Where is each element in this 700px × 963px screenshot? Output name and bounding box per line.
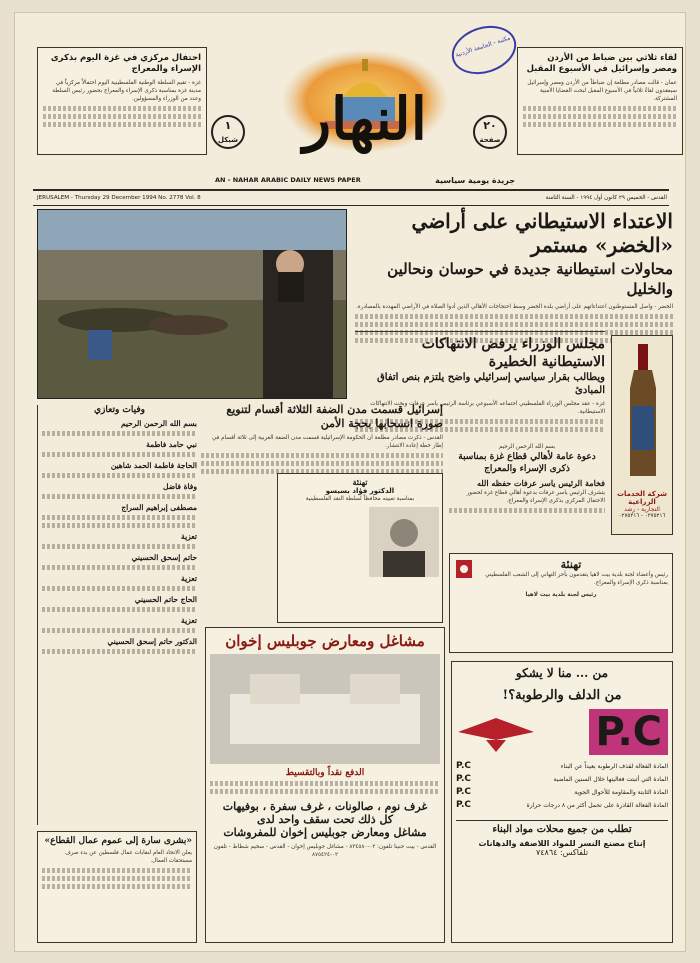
pc-top: من ... منا لا يشكو [515,666,609,680]
furniture-headline: مشاغل ومعارض جوبليس إخوان [225,632,425,650]
pc-point: المادة الفعالة القادرة على تحمل أكثر من ٨ درجات حرارة [526,801,668,809]
invitation-subhead: فخامة الرئيس ياسر عرفات حفظه الله [476,478,605,488]
main-story-body: الخضر - واصل المستوطنون اعتداءاتهم على أراضي بلدة الخضر وسط احتجاجات الأهالي الذين أدوا الصلاة في الأراضي المهددة بالمصادرة. [356,304,673,310]
greeting-title: تهنئة [560,558,582,571]
workers-body: يعلن الاتحاد العام لنقابات عمال فلسطين عن بدء صرف مستحقات العمال. [64,850,192,864]
workers-headline: «بشرى سارة إلى عموم عمال القطاع» [44,836,192,846]
newspaper-page [14,12,686,952]
masthead-title: النهار [303,85,427,153]
portrait-photo-icon [369,507,439,577]
pc-point: المادة الثابتة والمقاومة للأحوال الجوية [574,788,668,796]
obituary-item: وفاة فاضل [163,482,197,491]
furniture-offer-3: مشاغل ومعارض جوبليس إخوان للمفروشات [223,826,427,839]
main-headline-2: محاولات استيطانية جديدة في حوسان ونحالين والخليل [387,260,673,298]
obituary-item: الحاج حاتم الحسيني [134,595,197,604]
obituary-item: تعزية [181,532,197,541]
dateline-row [37,192,667,204]
dateline-top-rule [33,189,669,191]
wine-phone: ٠٢٧٥٢١٦ - ٠٢٧٥٢١٦ [618,513,666,519]
subtitle-en: AN - NAHAR ARABIC DAILY NEWS PAPER [215,176,361,184]
obituary-item: تعزية [181,616,197,625]
pc-footer: تطلب من جميع محلات مواد البناء [456,820,668,835]
main-photo [37,209,347,399]
obituary-item: مصطفى إبراهيم السراج [121,503,197,512]
invitation-bismillah: بسم الله الرحمن الرحيم [498,444,556,450]
eagle-logo-icon [456,710,536,754]
municipality-emblem-icon [454,558,474,580]
dateline-ar: القدس - الخميس ٢٩ كانون أول ١٩٩٤ - السنة الثامنة [545,195,667,201]
obituary-item: الحاجة فاطمة الحمد شاهين [110,461,197,470]
cabinet-headline-1: مجلس الوزراء يرفض الانتهاكات الاستيطانية الخطيرة [421,336,605,370]
top-right-news-box [517,47,683,155]
pc-point: المادة الفعالة لقذف الرطوبة بعيداً عن البناء [560,762,668,770]
furniture-offer: غرف نوم ، صالونات ، غرف سفرة ، بوفيهات [222,800,428,813]
appointment-title: تهنئة [352,477,368,487]
wine-ad [611,335,673,535]
invitation-story [449,443,605,563]
wine-bottle-icon [612,336,673,486]
top-left-news-box [37,47,207,155]
greeting-signature: رئيس لجنة بلدية بيت لاهيا [525,592,597,598]
dateline-en: JERUSALEM - Thursday 29 December 1994 No. 2778 Vol. 8 [37,195,201,201]
top-right-body: عمان - قالت مصادر مطلعة إن ضباطاً من الأردن ومصر وإسرائيل سيعقدون لقاءً ثلاثياً في الأسبوع المقبل لبحث القضايا الأمنية المشتركة. [527,80,677,102]
obituary-list [42,419,197,654]
subtitle-ar: جريدة يومية سياسية [435,175,515,185]
pc-point-badge: P.C [456,800,471,810]
obituaries-title: وفيات وتعازي [93,405,146,415]
dateline-bottom-rule [33,205,669,206]
price-unit: صفحة [479,136,501,144]
israel-headline: إسرائيل قسمت مدن الضفة الثلاثة أقسام لتنويع صورة انسحابها بحجة الأمن [226,403,443,430]
stamp-text: مكتبة - الجامعة الأردنية [454,34,512,59]
pc-ad [451,661,673,943]
price-badge-shekel [211,115,245,149]
main-headline-1: الاعتداء الاستيطاني على أراضي «الخضر» مستمر [411,209,673,257]
price-label: شيكل [217,136,239,144]
pc-question: من الدلف والرطوبة؟! [502,688,622,703]
top-left-body: غزة - تقيم السلطة الوطنية الفلسطينية اليوم احتفالاً مركزياً في مدينة غزة بمناسبة ذكرى الإسراء والمعراج بحضور رئيس السلطة وعدد من الوزراء والمسؤولين. [52,80,201,102]
cabinet-body: غزة - عقد مجلس الوزراء الفلسطيني اجتماعه الأسبوعي برئاسة الرئيس ياسر عرفات وبحث الانتهاكات الاستيطانية. [370,401,605,415]
top-right-headline: لقاء ثلاثي بين ضباط من الأردن ومصر وإسرائيل في الأسبوع المقبل [526,53,677,74]
obituary-item: تعزية [181,574,197,583]
pc-brand: P.C [589,709,668,755]
masthead-subtitle-row [215,173,515,187]
furniture-offer-2: كل ذلك تحت سقف واحد لدى [256,813,394,826]
main-story [355,209,673,339]
obituary-item: حاتم إسحق الحسيني [131,553,197,562]
obituary-item: بسم الله الرحمن الرحيم [120,419,197,428]
furniture-address: القدس - بيت حنينا تلفون: ٠٢-٨٣٤٥٨٠ - مشاغل جوبليس إخوان - القدس - سخيم شطاط - تلفون ٠٢-٨٧٥٤٢٤ [213,844,437,858]
appointment-name: الدكتور فؤاد بسيسو [325,487,395,495]
obituary-item: نبي حامد فاطمة [146,440,197,449]
cabinet-headline-2: ويطالب بقرار سياسي إسرائيلي واضح يلتزم بنص اتفاق المبادئ [377,372,605,396]
pc-point-badge: P.C [456,787,471,797]
pc-phone-label: تلفاكس: [559,848,589,857]
workers-box [37,831,197,943]
appointment-box [277,473,443,623]
furniture-ad [205,627,445,943]
price-value: ٢٠ [483,119,497,132]
invitation-headline: دعوة عامة لأهالي قطاع غزة بمناسبة ذكرى الإسراء والمعراج [458,452,596,474]
wine-company: شركة الخدمات الزراعية [616,490,668,506]
settler-protest-photo-icon [38,210,347,399]
pc-phone: ٧٤٨٦٤ [535,848,558,857]
obituary-item: الدكتور حاتم إسحق الحسيني [107,637,197,646]
greeting-box [449,553,673,653]
furniture-tagline: الدفع نقداً وبالتقسيط [285,768,365,778]
pc-point-badge: P.C [456,774,471,784]
pc-point-badge: P.C [456,761,471,771]
price-badge-pages [473,115,507,149]
pc-point: المادة التي أثبتت فعاليتها خلال السنين الماضية [553,775,668,783]
israel-body: القدس - ذكرت مصادر مطلعة أن الحكومة الإسرائيلية قسمت مدن الضفة الغربية إلى ثلاثة أقسام في إطار خطة إعادة الانتشار. [211,435,443,449]
furniture-photo-icon [210,654,440,764]
wine-sub: التجارية - رشد [624,506,660,513]
obituaries-column [37,405,197,825]
invitation-body: يتشرف الرئيس ياسر عرفات بدعوة أهالي قطاع غزة لحضور الاحتفال المركزي بذكرى الإسراء والمعراج. [466,490,605,504]
top-left-headline: احتفال مركزي في غزة اليوم بذكرى الإسراء والمعراج [50,53,201,74]
pc-maker: إنتاج مصنع النسر للمواد اللاصقة والدهانات [478,839,646,848]
price-num: ١ [224,119,232,132]
greeting-body: رئيس وأعضاء لجنة بلدية بيت لاهيا يتقدمون بأحر التهاني إلى الشعب الفلسطيني بمناسبة ذكرى الإسراء والمعراج. [485,572,668,586]
appointment-sub: بمناسبة تعيينه محافظاً لسلطة النقد الفلسطينية [305,496,415,502]
